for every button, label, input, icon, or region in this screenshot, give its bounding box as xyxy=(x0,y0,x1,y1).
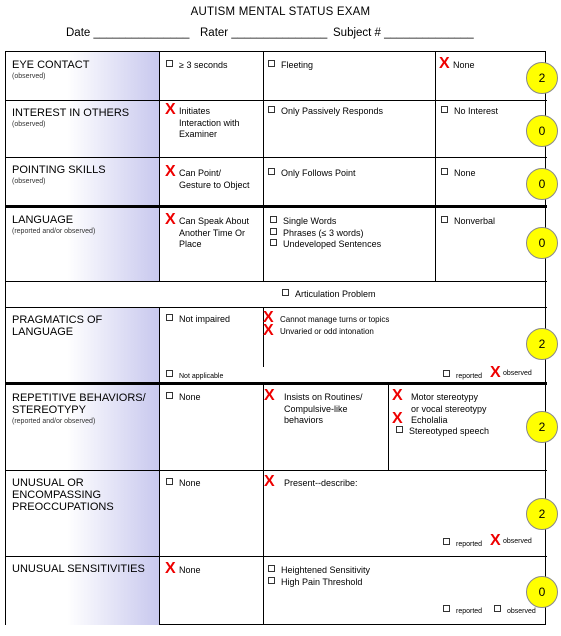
checkbox[interactable] xyxy=(166,314,173,321)
score-pragmatics: 2 xyxy=(526,328,558,360)
option-interest-initiates[interactable]: Initiates Interaction with Examiner xyxy=(179,106,240,139)
checkbox[interactable] xyxy=(270,239,277,246)
option-pointing-can[interactable]: Can Point/ Gesture to Object xyxy=(179,168,250,190)
option-sensitivities-none[interactable]: None xyxy=(179,565,201,575)
check-mark-icon: X xyxy=(264,387,275,404)
option-interest-none[interactable]: No Interest xyxy=(441,106,498,118)
row-divider xyxy=(6,205,547,208)
checkbox[interactable] xyxy=(268,60,275,67)
checkbox[interactable] xyxy=(268,106,275,113)
option-eye-3sec[interactable]: ≥ 3 seconds xyxy=(166,60,227,72)
checkbox[interactable] xyxy=(443,370,450,377)
checkbox[interactable] xyxy=(441,216,448,223)
check-mark-icon: X xyxy=(263,309,274,326)
option-language-speak[interactable]: Can Speak About Another Time Or Place xyxy=(179,216,250,249)
row-divider xyxy=(6,470,547,471)
option-pointing-none[interactable]: None xyxy=(441,168,476,180)
option-interest-passive[interactable]: Only Passively Responds xyxy=(268,106,383,118)
option-repetitive-motor[interactable]: Motor stereotypy or vocal stereotypy Echolalia xyxy=(411,392,487,425)
check-mark-icon: X xyxy=(439,55,450,72)
row-divider xyxy=(6,382,547,385)
row-divider xyxy=(6,157,547,158)
label-repetitive: REPETITIVE BEHAVIORS/ STEREOTYPY (reported and/or observed) xyxy=(6,385,160,470)
option-sensitivities-observed[interactable]: observed xyxy=(494,605,536,615)
checkbox[interactable] xyxy=(270,216,277,223)
checkbox[interactable] xyxy=(282,289,289,296)
option-language-nonverbal[interactable]: Nonverbal xyxy=(441,216,495,228)
option-pragmatics-reported[interactable]: reported xyxy=(443,370,482,380)
checkbox[interactable] xyxy=(268,168,275,175)
score-interest: 0 xyxy=(526,115,558,147)
score-pointing: 0 xyxy=(526,168,558,200)
check-mark-icon: X xyxy=(392,410,403,427)
option-eye-fleeting[interactable]: Fleeting xyxy=(268,60,313,72)
check-mark-icon: X xyxy=(263,322,274,339)
check-mark-icon: X xyxy=(490,364,501,381)
option-unusual-none[interactable]: None xyxy=(166,478,201,490)
checkbox[interactable] xyxy=(166,392,173,399)
score-repetitive: 2 xyxy=(526,411,558,443)
option-pragmatics-na[interactable]: Not applicable xyxy=(166,370,223,380)
checkbox[interactable] xyxy=(494,605,501,612)
label-interest: INTEREST IN OTHERS (observed) xyxy=(6,100,160,157)
check-mark-icon: X xyxy=(165,163,176,180)
check-mark-icon: X xyxy=(165,560,176,577)
option-pragmatics-observed[interactable]: observed xyxy=(503,370,532,377)
option-repetitive-routines[interactable]: Insists on Routines/ Compulsive-like behaviors xyxy=(284,392,363,425)
rater-field[interactable]: Rater _______________ xyxy=(200,27,328,39)
col-divider xyxy=(388,385,389,470)
checkbox[interactable] xyxy=(270,228,277,235)
check-mark-icon: X xyxy=(392,387,403,404)
label-pointing: POINTING SKILLS (observed) xyxy=(6,157,160,205)
page-title: AUTISM MENTAL STATUS EXAM xyxy=(190,6,371,18)
label-language: LANGUAGE (reported and/or observed) xyxy=(6,207,160,281)
option-articulation[interactable]: Articulation Problem xyxy=(282,289,376,301)
checkbox[interactable] xyxy=(441,106,448,113)
check-mark-icon: X xyxy=(264,473,275,490)
checkbox[interactable] xyxy=(441,168,448,175)
label-unusual: UNUSUAL OR ENCOMPASSING PREOCCUPATIONS xyxy=(6,470,160,556)
option-pointing-follows[interactable]: Only Follows Point xyxy=(268,168,356,180)
col-divider xyxy=(263,52,264,281)
option-language-phrases[interactable]: Single Words Phrases (≤ 3 words) Undeveloped Sentences xyxy=(270,216,381,251)
score-eye: 2 xyxy=(526,62,558,94)
row-divider xyxy=(6,556,547,557)
option-unusual-reported[interactable]: reported xyxy=(443,538,482,548)
option-eye-none[interactable]: None xyxy=(453,60,475,70)
option-unusual-observed[interactable]: observed xyxy=(503,538,532,545)
row-divider xyxy=(6,307,547,308)
option-pragmatics-impaired[interactable]: Cannot manage turns or topics Unvaried or odd intonation xyxy=(280,315,390,336)
checkbox[interactable] xyxy=(396,426,403,433)
col-divider xyxy=(263,385,264,625)
checkbox[interactable] xyxy=(443,605,450,612)
option-repetitive-none[interactable]: None xyxy=(166,392,201,404)
row-divider xyxy=(6,100,547,101)
check-mark-icon: X xyxy=(165,211,176,228)
check-mark-icon: X xyxy=(165,101,176,118)
checkbox[interactable] xyxy=(166,60,173,67)
col-divider xyxy=(435,52,436,281)
checkbox[interactable] xyxy=(268,577,275,584)
score-sensitivities: 0 xyxy=(526,576,558,608)
label-pragmatics: PRAGMATICS OF LANGUAGE xyxy=(6,307,160,382)
option-repetitive-stereotyped-speech[interactable]: Stereotyped speech xyxy=(396,426,489,438)
check-mark-icon: X xyxy=(490,532,501,549)
checkbox[interactable] xyxy=(268,565,275,572)
label-eye-contact: EYE CONTACT (observed) xyxy=(6,52,160,100)
score-language: 0 xyxy=(526,227,558,259)
checkbox[interactable] xyxy=(166,370,173,377)
option-sensitivities-reported[interactable]: reported xyxy=(443,605,482,615)
checkbox[interactable] xyxy=(443,538,450,545)
row-divider xyxy=(6,281,547,282)
checkbox[interactable] xyxy=(166,478,173,485)
exam-form xyxy=(5,51,546,625)
option-unusual-present[interactable]: Present--describe: xyxy=(284,478,358,488)
option-pragmatics-not-impaired[interactable]: Not impaired xyxy=(166,314,230,326)
subject-field[interactable]: Subject # ______________ xyxy=(333,27,474,39)
date-field[interactable]: Date _______________ xyxy=(66,27,190,39)
score-unusual: 2 xyxy=(526,498,558,530)
option-sensitivities[interactable]: Heightened Sensitivity High Pain Threshold xyxy=(268,565,370,588)
label-sensitivities: UNUSUAL SENSITIVITIES xyxy=(6,556,160,625)
